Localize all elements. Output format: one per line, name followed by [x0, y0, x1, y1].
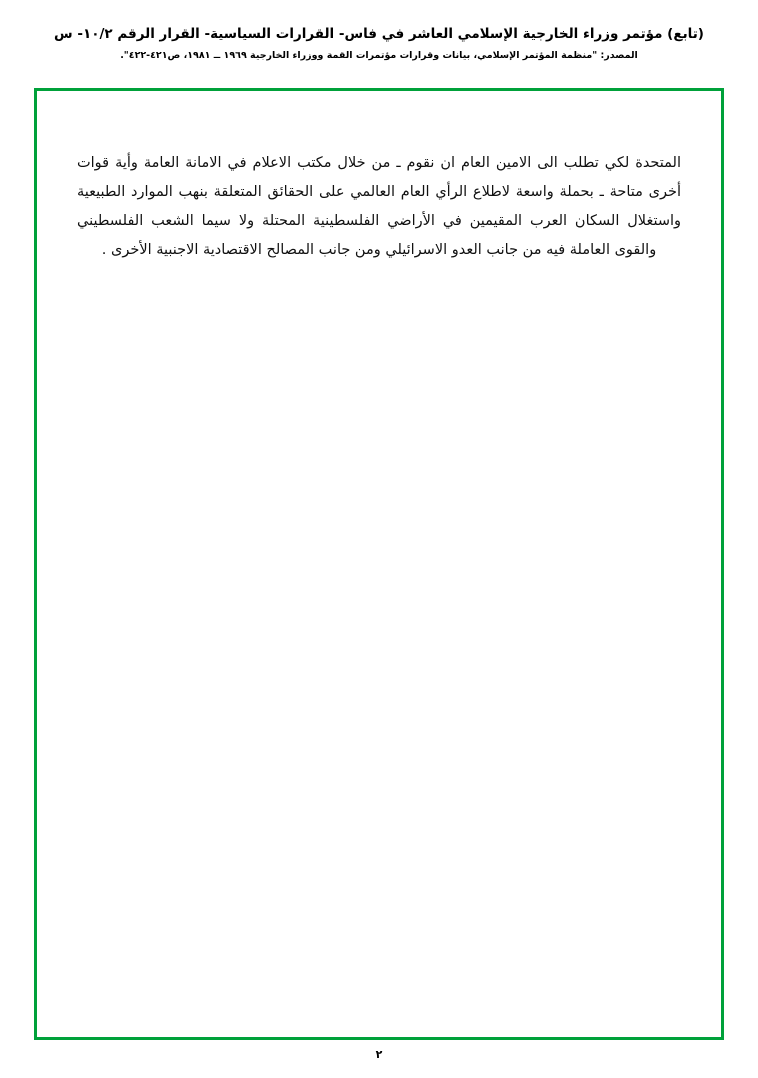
content-frame: [34, 88, 724, 1040]
page-title: (تابع) مؤتمر وزراء الخارجية الإسلامي العاشر في فاس- القرارات السياسية- القرار الرقم ١٠/٢- س: [54, 26, 704, 42]
page-header: [0, 0, 758, 61]
body-paragraph: المتحدة لكي تطلب الى الامين العام ان نقوم ـ من خلال مكتب الاعلام في الامانة العامة وأية قوات أخرى متاحة ـ بحملة واسعة لاطلاع الرأي العام العالمي على الحقائق المتعلقة بنهب الموارد الطبيعية واستغلال السكان العرب المقيمين في الأراضي الفلسطينية المحتلة ولا سيما الشعب الفلسطيني والقوى العاملة فيه من جانب العدو الاسرائيلي ومن جانب المصالح الاقتصادية الاجنبية الأخرى .: [77, 155, 681, 258]
page-number: ٢: [375, 1048, 383, 1061]
source-citation: المصدر: "منظمة المؤتمر الإسلامي، بيانات وقرارات مؤتمرات القمة ووزراء الخارجية ١٩٦٩ ــ ١٩٨١، ص٤٢١-٤٢٢".: [120, 50, 638, 62]
